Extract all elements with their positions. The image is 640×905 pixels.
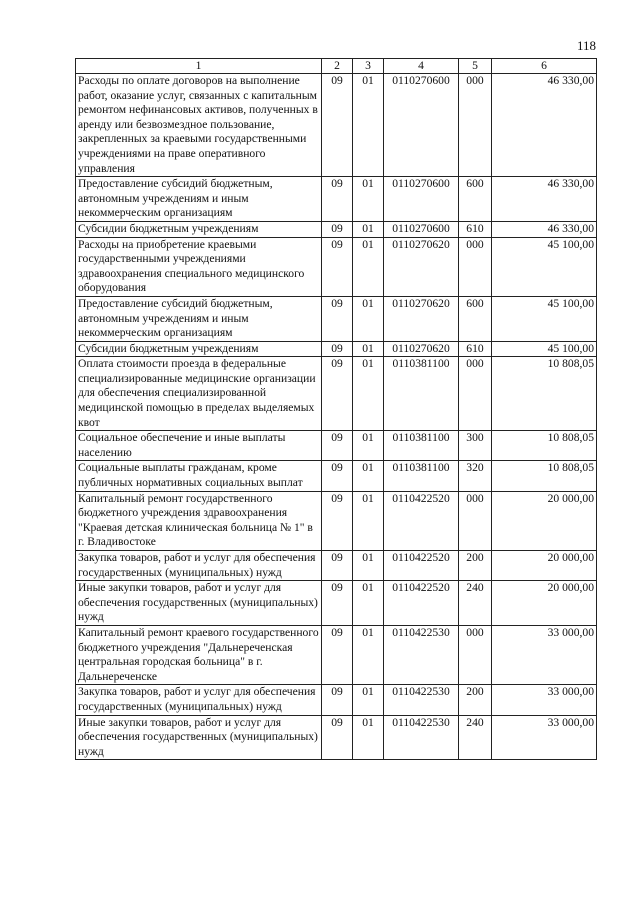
row-subsection-cell: 01 xyxy=(353,715,384,760)
table-row xyxy=(76,491,597,550)
row-amount-cell: 10 808,05 xyxy=(492,461,597,491)
column-header-6: 6 xyxy=(492,59,597,74)
row-name-cell: Закупка товаров, работ и услуг для обеспечения государственных (муниципальных) нужд xyxy=(76,551,322,581)
row-target-code-cell: 0110422520 xyxy=(384,551,459,581)
row-expense-type-cell: 000 xyxy=(459,625,492,684)
row-name-cell: Расходы по оплате договоров на выполнение работ, оказание услуг, связанных с капитальным ремонтом нефинансовых активов, полученных в аренду или безвозмездное пользование, закрепленных за краевыми государственными учреждениями на праве оперативного управления xyxy=(76,74,322,177)
row-expense-type-cell: 000 xyxy=(459,74,492,177)
row-amount-cell: 45 100,00 xyxy=(492,341,597,357)
row-subsection-cell: 01 xyxy=(353,491,384,550)
row-expense-type-cell: 240 xyxy=(459,581,492,626)
row-subsection-cell: 01 xyxy=(353,296,384,341)
row-name-cell: Оплата стоимости проезда в федеральные специализированные медицинские организации для обеспечения специализированной медицинской помощью в пределах выделяемых квот xyxy=(76,357,322,431)
row-target-code-cell: 0110381100 xyxy=(384,461,459,491)
table-row xyxy=(76,551,597,581)
table-row xyxy=(76,296,597,341)
table-row xyxy=(76,581,597,626)
row-amount-cell: 10 808,05 xyxy=(492,431,597,461)
row-section-cell: 09 xyxy=(322,177,353,222)
row-expense-type-cell: 600 xyxy=(459,296,492,341)
row-target-code-cell: 0110270620 xyxy=(384,237,459,296)
row-expense-type-cell: 200 xyxy=(459,551,492,581)
row-name-cell: Капитальный ремонт государственного бюджетного учреждения здравоохранения "Краевая детская клиническая больница № 1" в г. Владивостоке xyxy=(76,491,322,550)
row-section-cell: 09 xyxy=(322,357,353,431)
row-expense-type-cell: 000 xyxy=(459,237,492,296)
row-subsection-cell: 01 xyxy=(353,341,384,357)
row-expense-type-cell: 000 xyxy=(459,491,492,550)
row-subsection-cell: 01 xyxy=(353,221,384,237)
table-row xyxy=(76,237,597,296)
row-expense-type-cell: 200 xyxy=(459,685,492,715)
row-target-code-cell: 0110381100 xyxy=(384,431,459,461)
table-row xyxy=(76,357,597,431)
row-name-cell: Иные закупки товаров, работ и услуг для обеспечения государственных (муниципальных) нужд xyxy=(76,715,322,760)
table-row xyxy=(76,715,597,760)
column-header-4: 4 xyxy=(384,59,459,74)
column-header-1: 1 xyxy=(76,59,322,74)
row-section-cell: 09 xyxy=(322,491,353,550)
row-section-cell: 09 xyxy=(322,461,353,491)
table-row xyxy=(76,685,597,715)
table-row xyxy=(76,461,597,491)
row-section-cell: 09 xyxy=(322,685,353,715)
row-section-cell: 09 xyxy=(322,237,353,296)
row-subsection-cell: 01 xyxy=(353,357,384,431)
row-subsection-cell: 01 xyxy=(353,551,384,581)
row-target-code-cell: 0110270600 xyxy=(384,74,459,177)
column-header-2: 2 xyxy=(322,59,353,74)
page-number: 118 xyxy=(576,38,596,53)
row-section-cell: 09 xyxy=(322,625,353,684)
row-subsection-cell: 01 xyxy=(353,625,384,684)
table-row xyxy=(76,74,597,177)
row-amount-cell: 33 000,00 xyxy=(492,685,597,715)
table-body xyxy=(76,74,597,760)
table-row xyxy=(76,221,597,237)
table-row xyxy=(76,431,597,461)
row-subsection-cell: 01 xyxy=(353,237,384,296)
row-target-code-cell: 0110270620 xyxy=(384,341,459,357)
row-section-cell: 09 xyxy=(322,715,353,760)
row-expense-type-cell: 240 xyxy=(459,715,492,760)
row-section-cell: 09 xyxy=(322,74,353,177)
table-row xyxy=(76,625,597,684)
column-header-3: 3 xyxy=(353,59,384,74)
row-name-cell: Социальные выплаты гражданам, кроме публичных нормативных социальных выплат xyxy=(76,461,322,491)
row-section-cell: 09 xyxy=(322,551,353,581)
row-target-code-cell: 0110422530 xyxy=(384,625,459,684)
row-amount-cell: 20 000,00 xyxy=(492,491,597,550)
budget-table xyxy=(75,58,597,760)
row-amount-cell: 33 000,00 xyxy=(492,715,597,760)
row-amount-cell: 46 330,00 xyxy=(492,221,597,237)
row-amount-cell: 10 808,05 xyxy=(492,357,597,431)
table-header-row xyxy=(76,59,597,74)
row-amount-cell: 20 000,00 xyxy=(492,551,597,581)
row-name-cell: Предоставление субсидий бюджетным, автономным учреждениям и иным некоммерческим организациям xyxy=(76,177,322,222)
row-section-cell: 09 xyxy=(322,296,353,341)
row-subsection-cell: 01 xyxy=(353,685,384,715)
row-expense-type-cell: 600 xyxy=(459,177,492,222)
row-target-code-cell: 0110270600 xyxy=(384,221,459,237)
row-subsection-cell: 01 xyxy=(353,461,384,491)
row-amount-cell: 46 330,00 xyxy=(492,177,597,222)
row-target-code-cell: 0110422530 xyxy=(384,685,459,715)
row-section-cell: 09 xyxy=(322,431,353,461)
row-target-code-cell: 0110422520 xyxy=(384,581,459,626)
row-name-cell: Субсидии бюджетным учреждениям xyxy=(76,221,322,237)
row-section-cell: 09 xyxy=(322,341,353,357)
row-subsection-cell: 01 xyxy=(353,74,384,177)
row-subsection-cell: 01 xyxy=(353,581,384,626)
table-row xyxy=(76,341,597,357)
row-expense-type-cell: 610 xyxy=(459,341,492,357)
row-section-cell: 09 xyxy=(322,221,353,237)
row-amount-cell: 45 100,00 xyxy=(492,296,597,341)
row-target-code-cell: 0110422530 xyxy=(384,715,459,760)
table-row xyxy=(76,177,597,222)
row-expense-type-cell: 320 xyxy=(459,461,492,491)
row-target-code-cell: 0110270620 xyxy=(384,296,459,341)
row-target-code-cell: 0110381100 xyxy=(384,357,459,431)
row-name-cell: Предоставление субсидий бюджетным, автономным учреждениям и иным некоммерческим организациям xyxy=(76,296,322,341)
row-amount-cell: 45 100,00 xyxy=(492,237,597,296)
row-name-cell: Иные закупки товаров, работ и услуг для обеспечения государственных (муниципальных) нужд xyxy=(76,581,322,626)
row-amount-cell: 46 330,00 xyxy=(492,74,597,177)
row-subsection-cell: 01 xyxy=(353,177,384,222)
row-amount-cell: 33 000,00 xyxy=(492,625,597,684)
row-name-cell: Расходы на приобретение краевыми государственными учреждениями здравоохранения специального медицинского оборудования xyxy=(76,237,322,296)
row-subsection-cell: 01 xyxy=(353,431,384,461)
row-expense-type-cell: 300 xyxy=(459,431,492,461)
row-name-cell: Субсидии бюджетным учреждениям xyxy=(76,341,322,357)
row-amount-cell: 20 000,00 xyxy=(492,581,597,626)
row-expense-type-cell: 610 xyxy=(459,221,492,237)
row-target-code-cell: 0110422520 xyxy=(384,491,459,550)
row-target-code-cell: 0110270600 xyxy=(384,177,459,222)
row-name-cell: Капитальный ремонт краевого государственного бюджетного учреждения "Дальнереченская центральная городская больница" в г. Дальнереченске xyxy=(76,625,322,684)
row-section-cell: 09 xyxy=(322,581,353,626)
row-expense-type-cell: 000 xyxy=(459,357,492,431)
column-header-5: 5 xyxy=(459,59,492,74)
row-name-cell: Социальное обеспечение и иные выплаты населению xyxy=(76,431,322,461)
row-name-cell: Закупка товаров, работ и услуг для обеспечения государственных (муниципальных) нужд xyxy=(76,685,322,715)
